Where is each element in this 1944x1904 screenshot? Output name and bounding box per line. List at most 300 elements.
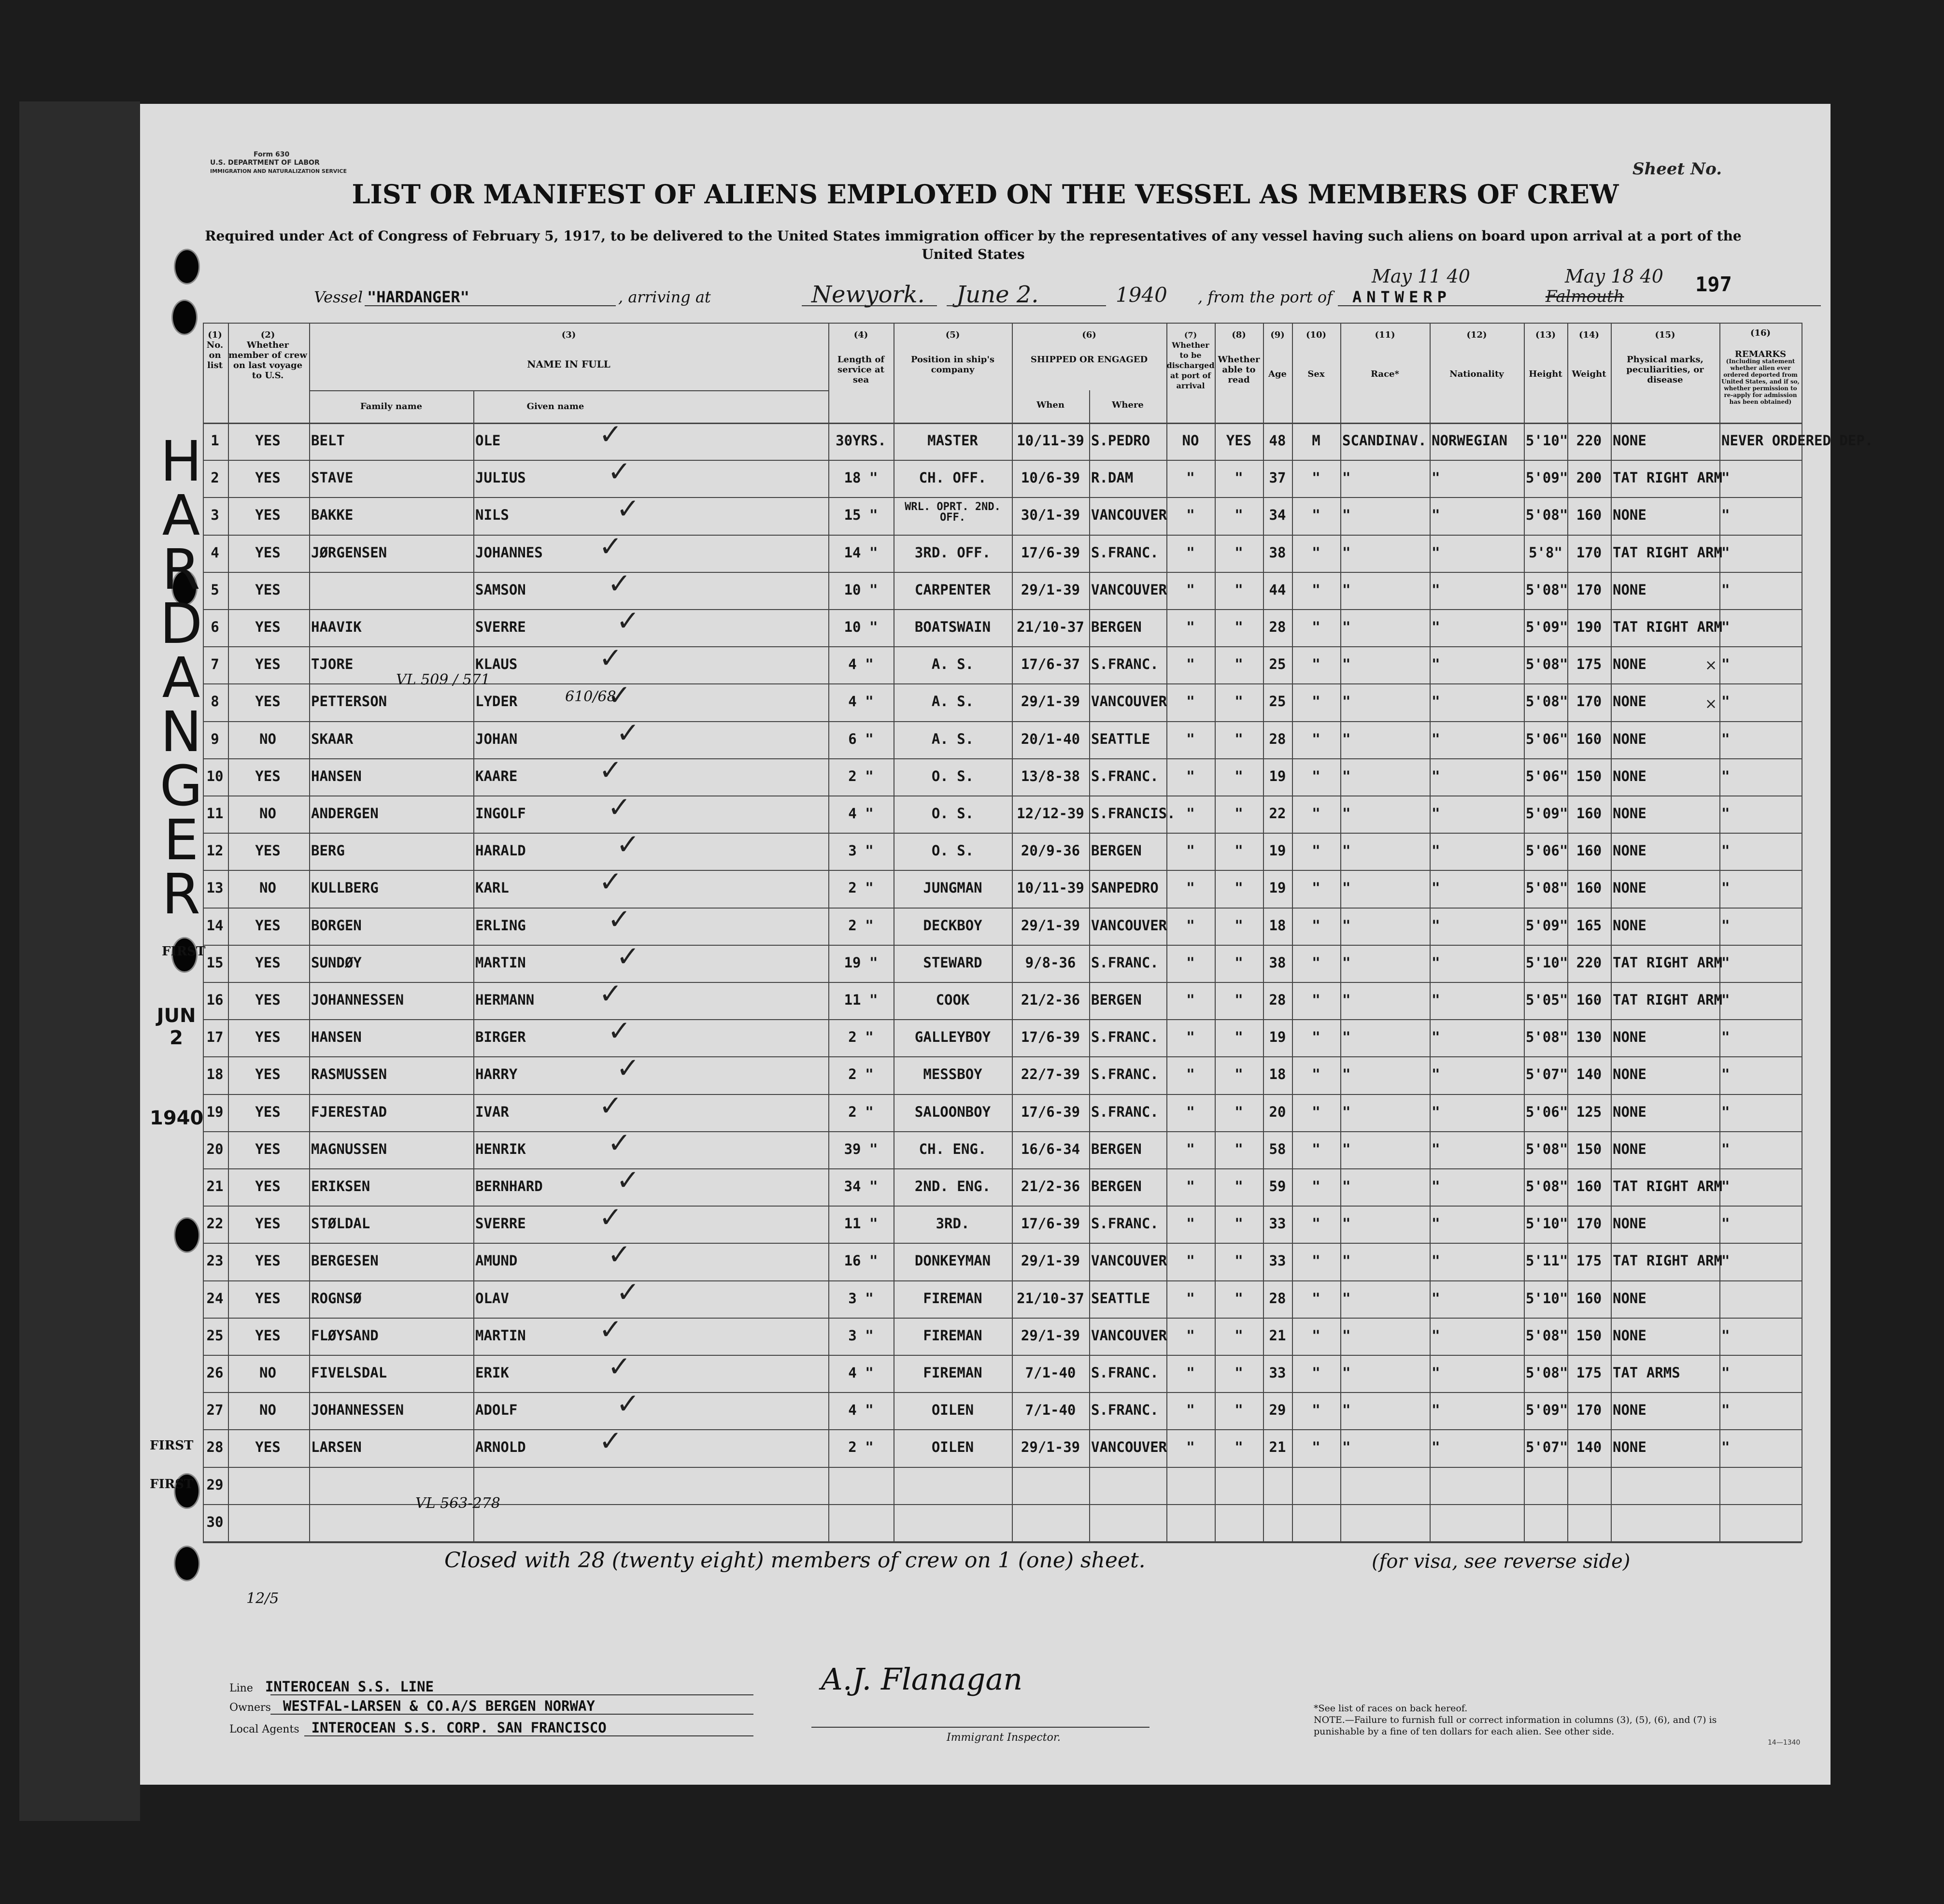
remarks-cell: " bbox=[1721, 507, 1730, 524]
grid-line bbox=[203, 982, 1802, 983]
weight-cell: 150 bbox=[1576, 767, 1602, 784]
weight-cell: 125 bbox=[1576, 1103, 1602, 1120]
race-footnote: *See list of races on back hereof. bbox=[1314, 1703, 1468, 1714]
race-cell: " bbox=[1342, 1140, 1351, 1157]
last-voyage-cell: NO bbox=[259, 880, 276, 896]
col-label: Race* bbox=[1371, 369, 1399, 379]
able-to-read-cell: " bbox=[1235, 581, 1243, 598]
last-voyage-cell: YES bbox=[255, 992, 281, 1008]
shipped-where-cell: VANCOUVER bbox=[1091, 1252, 1167, 1269]
col-race-header bbox=[1340, 330, 1430, 379]
grid-line bbox=[203, 758, 1802, 759]
col-height-header bbox=[1524, 330, 1567, 379]
remarks-cell: " bbox=[1721, 730, 1730, 747]
grid-line bbox=[309, 390, 828, 391]
grid-line bbox=[1263, 323, 1264, 1542]
checkmark-icon: ✓ bbox=[616, 939, 640, 973]
given-name-cell: HENRIK bbox=[475, 1140, 526, 1157]
physical-marks-cell: NONE bbox=[1613, 917, 1646, 934]
physical-marks-cell: NONE bbox=[1613, 1140, 1646, 1157]
grid-line bbox=[1012, 323, 1013, 1542]
position-cell: CARPENTER bbox=[914, 581, 991, 598]
shipped-when-cell: 17/6-37 bbox=[1021, 656, 1080, 673]
physical-marks-cell: NONE bbox=[1613, 432, 1646, 449]
given-name-cell: ADOLF bbox=[475, 1402, 518, 1419]
last-voyage-cell: YES bbox=[255, 1290, 281, 1307]
col-no-header bbox=[203, 330, 227, 370]
grid-line bbox=[203, 460, 1802, 461]
grid-line bbox=[1611, 323, 1612, 1542]
shipped-when-cell: 7/1-40 bbox=[1025, 1364, 1076, 1381]
able-to-read-cell: " bbox=[1235, 954, 1243, 971]
footnotes bbox=[1314, 1703, 1748, 1737]
weight-cell: 220 bbox=[1576, 432, 1602, 449]
race-cell: " bbox=[1342, 1364, 1351, 1381]
col-number: (6) bbox=[1082, 330, 1096, 340]
checkmark-icon: ✓ bbox=[608, 791, 631, 824]
nationality-cell: " bbox=[1432, 1439, 1440, 1456]
remarks-cell: " bbox=[1721, 917, 1730, 934]
able-to-read-cell: " bbox=[1235, 469, 1243, 486]
discharge-cell: " bbox=[1186, 1439, 1195, 1456]
remarks-cell: " bbox=[1721, 1140, 1730, 1157]
sex-cell: " bbox=[1312, 880, 1320, 896]
position-cell: FIREMAN bbox=[923, 1327, 982, 1344]
col-age-header bbox=[1263, 330, 1292, 379]
last-voyage-cell: YES bbox=[255, 767, 281, 784]
race-cell: " bbox=[1342, 1178, 1351, 1194]
footer-agents bbox=[229, 1719, 607, 1736]
weight-cell: 150 bbox=[1576, 1140, 1602, 1157]
arriving-underline bbox=[802, 305, 937, 306]
given-name-cell: LYDER bbox=[475, 693, 518, 710]
age-cell: 58 bbox=[1269, 1140, 1286, 1157]
grid-line bbox=[473, 390, 474, 1542]
col-sex-header bbox=[1292, 330, 1340, 379]
physical-marks-cell: NONE bbox=[1613, 693, 1646, 710]
nationality-cell: " bbox=[1432, 805, 1440, 822]
last-voyage-cell: YES bbox=[255, 693, 281, 710]
remarks-cell: " bbox=[1721, 1029, 1730, 1046]
shipped-where-cell: BERGEN bbox=[1091, 1178, 1142, 1194]
height-cell: 5'08" bbox=[1526, 880, 1568, 896]
given-name-cell: SVERRE bbox=[475, 1215, 526, 1232]
row-number: 28 bbox=[206, 1439, 224, 1456]
sex-cell: " bbox=[1312, 954, 1320, 971]
physical-marks-cell: NONE bbox=[1613, 1290, 1646, 1307]
agents-label: Local Agents bbox=[229, 1723, 299, 1735]
grid-line bbox=[1719, 323, 1720, 1542]
row6-reference-note: VL 509 / 571 bbox=[396, 671, 490, 688]
col-label: Nationality bbox=[1449, 369, 1504, 379]
stamp-letter: A bbox=[162, 483, 200, 548]
sex-cell: " bbox=[1312, 1066, 1320, 1083]
owners-label: Owners bbox=[229, 1702, 271, 1714]
row26-first-note: FIRST bbox=[150, 1438, 194, 1453]
service-length-cell: 2 " bbox=[848, 1066, 874, 1083]
service-length-cell: 3 " bbox=[848, 842, 874, 859]
last-voyage-cell: YES bbox=[255, 1252, 281, 1269]
family-name-cell: BELT bbox=[311, 432, 345, 449]
col-number: (5) bbox=[945, 330, 960, 340]
able-to-read-cell: " bbox=[1235, 1066, 1243, 1083]
last-voyage-cell: NO bbox=[259, 1364, 276, 1381]
shipped-when-cell: 10/6-39 bbox=[1021, 469, 1080, 486]
remarks-cell: " bbox=[1721, 805, 1730, 822]
col-number: (2) bbox=[260, 330, 275, 340]
row-number: 6 bbox=[211, 619, 219, 635]
inspector-mark: × bbox=[1705, 657, 1717, 674]
race-cell: " bbox=[1342, 1215, 1351, 1232]
remarks-cell: " bbox=[1721, 544, 1730, 561]
position-cell: CH. ENG. bbox=[919, 1140, 987, 1157]
age-cell: 19 bbox=[1269, 767, 1286, 784]
checkmark-icon: ✓ bbox=[608, 455, 631, 488]
position-cell: 3RD. OFF. bbox=[914, 544, 991, 561]
stamp-letter: E bbox=[163, 808, 199, 873]
row28-reference-note: VL 563-278 bbox=[415, 1495, 500, 1512]
sex-cell: " bbox=[1312, 507, 1320, 524]
remarks-cell: " bbox=[1721, 992, 1730, 1008]
checkmark-icon: ✓ bbox=[616, 1051, 640, 1085]
given-name-cell: HARALD bbox=[475, 842, 526, 859]
age-cell: 38 bbox=[1269, 544, 1286, 561]
last-voyage-cell: YES bbox=[255, 1029, 281, 1046]
date-stamp-2: May 18 40 bbox=[1565, 266, 1663, 287]
stamp-letter: A bbox=[162, 646, 200, 710]
col-when-header: When bbox=[1036, 400, 1064, 410]
service-length-cell: 4 " bbox=[848, 656, 874, 673]
physical-marks-cell: NONE bbox=[1613, 805, 1646, 822]
discharge-cell: " bbox=[1186, 656, 1195, 673]
col-label: Height bbox=[1529, 369, 1562, 379]
nationality-cell: " bbox=[1432, 992, 1440, 1008]
age-cell: 33 bbox=[1269, 1364, 1286, 1381]
row-number: 29 bbox=[206, 1476, 224, 1493]
family-name-cell: BERG bbox=[311, 842, 345, 859]
col-number: (14) bbox=[1578, 330, 1600, 340]
shipped-when-cell: 29/1-39 bbox=[1021, 581, 1080, 598]
service-length-cell: 19 " bbox=[844, 954, 878, 971]
remarks-cell: " bbox=[1721, 1252, 1730, 1269]
weight-cell: 220 bbox=[1576, 954, 1602, 971]
race-cell: " bbox=[1342, 1439, 1351, 1456]
arrival-date: June 2. bbox=[956, 281, 1039, 308]
able-to-read-cell: " bbox=[1235, 1252, 1243, 1269]
row-number: 14 bbox=[206, 917, 224, 934]
race-cell: " bbox=[1342, 805, 1351, 822]
form-header-meta bbox=[210, 151, 347, 175]
family-name-cell: PETTERSON bbox=[311, 693, 387, 710]
shipped-where-cell: S.FRANC. bbox=[1091, 1215, 1159, 1232]
form-number: Form 630 bbox=[254, 151, 290, 158]
race-cell: " bbox=[1342, 469, 1351, 486]
sex-cell: " bbox=[1312, 581, 1320, 598]
remarks-cell: " bbox=[1721, 469, 1730, 486]
discharge-cell: " bbox=[1186, 544, 1195, 561]
height-cell: 5'08" bbox=[1526, 1140, 1568, 1157]
position-cell: FIREMAN bbox=[923, 1364, 982, 1381]
row-number: 5 bbox=[211, 581, 219, 598]
height-cell: 5'09" bbox=[1526, 1402, 1568, 1419]
physical-marks-cell: NONE bbox=[1613, 1066, 1646, 1083]
shipped-when-cell: 7/1-40 bbox=[1025, 1402, 1076, 1419]
inspector-mark: × bbox=[1705, 696, 1717, 712]
able-to-read-cell: " bbox=[1235, 693, 1243, 710]
physical-marks-cell: TAT RIGHT ARM bbox=[1613, 954, 1722, 971]
last-voyage-cell: YES bbox=[255, 1178, 281, 1194]
able-to-read-cell: " bbox=[1235, 880, 1243, 896]
stamp-letter: R bbox=[162, 862, 200, 927]
height-cell: 5'09" bbox=[1526, 619, 1568, 635]
checkmark-icon: ✓ bbox=[616, 604, 640, 637]
weight-cell: 160 bbox=[1576, 842, 1602, 859]
race-cell: " bbox=[1342, 917, 1351, 934]
age-cell: 28 bbox=[1269, 730, 1286, 747]
sex-cell: M bbox=[1312, 432, 1320, 449]
height-cell: 5'08" bbox=[1526, 656, 1568, 673]
last-voyage-cell: YES bbox=[255, 917, 281, 934]
last-voyage-cell: YES bbox=[255, 1066, 281, 1083]
height-cell: 5'09" bbox=[1526, 469, 1568, 486]
arriving-label: , arriving at bbox=[618, 288, 711, 306]
shipped-when-cell: 29/1-39 bbox=[1021, 1252, 1080, 1269]
weight-cell: 160 bbox=[1576, 880, 1602, 896]
row-number: 23 bbox=[206, 1252, 224, 1269]
physical-marks-cell: NONE bbox=[1613, 730, 1646, 747]
checkmark-icon: ✓ bbox=[608, 1238, 631, 1271]
page-number: 197 bbox=[1695, 272, 1732, 296]
family-name-cell: BAKKE bbox=[311, 507, 354, 524]
service-length-cell: 10 " bbox=[844, 581, 878, 598]
age-cell: 59 bbox=[1269, 1178, 1286, 1194]
discharge-cell: " bbox=[1186, 917, 1195, 934]
remarks-cell: " bbox=[1721, 656, 1730, 673]
remarks-cell: " bbox=[1721, 842, 1730, 859]
shipped-where-cell: VANCOUVER bbox=[1091, 917, 1167, 934]
family-name-cell: ERIKSEN bbox=[311, 1178, 370, 1194]
height-cell: 5'10" bbox=[1526, 1215, 1568, 1232]
nationality-cell: " bbox=[1432, 1066, 1440, 1083]
given-name-cell: IVAR bbox=[475, 1103, 509, 1120]
race-cell: " bbox=[1342, 544, 1351, 561]
row-number: 12 bbox=[206, 842, 224, 859]
signature-line bbox=[811, 1727, 1149, 1728]
position-cell: JUNGMAN bbox=[923, 880, 982, 896]
vessel-underline bbox=[365, 305, 616, 306]
age-cell: 19 bbox=[1269, 842, 1286, 859]
physical-marks-cell: NONE bbox=[1613, 1029, 1646, 1046]
family-name-cell: JOHANNESSEN bbox=[311, 992, 404, 1008]
height-cell: 5'06" bbox=[1526, 730, 1568, 747]
grid-line bbox=[203, 1355, 1802, 1356]
given-name-cell: KAARE bbox=[475, 767, 518, 784]
shipped-where-cell: SANPEDRO bbox=[1091, 880, 1159, 896]
physical-marks-cell: TAT ARMS bbox=[1613, 1364, 1680, 1381]
position-cell: SALOONBOY bbox=[914, 1103, 991, 1120]
race-cell: " bbox=[1342, 581, 1351, 598]
weight-cell: 170 bbox=[1576, 581, 1602, 598]
shipped-when-cell: 21/10-37 bbox=[1017, 619, 1084, 635]
penalty-note: NOTE.—Failure to furnish full or correct information in columns (3), (5), (6), and (7) is punishable by a fine of ten dollars for each alien. See other side. bbox=[1314, 1715, 1717, 1737]
row-number: 19 bbox=[206, 1103, 224, 1120]
discharge-cell: " bbox=[1186, 1290, 1195, 1307]
service-length-cell: 15 " bbox=[844, 507, 878, 524]
race-cell: " bbox=[1342, 693, 1351, 710]
given-name-cell: KLAUS bbox=[475, 656, 518, 673]
family-name-cell: MAGNUSSEN bbox=[311, 1140, 387, 1157]
row13-first-note: FIRST bbox=[162, 944, 206, 959]
age-cell: 33 bbox=[1269, 1252, 1286, 1269]
checkmark-icon: ✓ bbox=[608, 1126, 631, 1159]
position-cell: O. S. bbox=[931, 767, 974, 784]
family-name-cell: SKAAR bbox=[311, 730, 354, 747]
given-name-cell: MARTIN bbox=[475, 954, 526, 971]
weight-cell: 170 bbox=[1576, 1402, 1602, 1419]
age-cell: 20 bbox=[1269, 1103, 1286, 1120]
age-cell: 21 bbox=[1269, 1439, 1286, 1456]
family-name-cell: STØLDAL bbox=[311, 1215, 370, 1232]
grid-line bbox=[203, 1542, 1802, 1543]
physical-marks-cell: NONE bbox=[1613, 1327, 1646, 1344]
last-voyage-cell: YES bbox=[255, 1327, 281, 1344]
row-number: 4 bbox=[211, 544, 219, 561]
family-name-cell: RASMUSSEN bbox=[311, 1066, 387, 1083]
binder-hole bbox=[171, 299, 198, 335]
sex-cell: " bbox=[1312, 1252, 1320, 1269]
col-number: (8) bbox=[1232, 330, 1246, 340]
row-number: 25 bbox=[206, 1327, 224, 1344]
age-cell: 44 bbox=[1269, 581, 1286, 598]
shipped-where-cell: S.FRANC. bbox=[1091, 1402, 1159, 1419]
checkmark-icon: ✓ bbox=[608, 902, 631, 936]
age-cell: 48 bbox=[1269, 432, 1286, 449]
given-name-cell: ERLING bbox=[475, 917, 526, 934]
able-to-read-cell: " bbox=[1235, 1178, 1243, 1194]
service-length-cell: 18 " bbox=[844, 469, 878, 486]
nationality-cell: " bbox=[1432, 842, 1440, 859]
row-number: 13 bbox=[206, 880, 224, 896]
col-label: Weight bbox=[1572, 369, 1606, 379]
sex-cell: " bbox=[1312, 1364, 1320, 1381]
sex-cell: " bbox=[1312, 842, 1320, 859]
family-name-cell: FJERESTAD bbox=[311, 1103, 387, 1120]
col-number: (10) bbox=[1305, 330, 1327, 340]
physical-marks-cell: NONE bbox=[1613, 1439, 1646, 1456]
footer-underline bbox=[270, 1694, 753, 1695]
arrival-year: 1940 bbox=[1116, 283, 1167, 307]
given-name-cell: BIRGER bbox=[475, 1029, 526, 1046]
height-cell: 5'8" bbox=[1529, 544, 1562, 561]
nationality-cell: " bbox=[1432, 1178, 1440, 1194]
weight-cell: 160 bbox=[1576, 507, 1602, 524]
col-label: REMARKS bbox=[1734, 349, 1787, 359]
last-voyage-cell: YES bbox=[255, 1140, 281, 1157]
height-cell: 5'08" bbox=[1526, 1178, 1568, 1194]
weight-cell: 160 bbox=[1576, 992, 1602, 1008]
discharge-cell: " bbox=[1186, 469, 1195, 486]
able-to-read-cell: " bbox=[1235, 1103, 1243, 1120]
shipped-where-cell: S.FRANC. bbox=[1091, 1029, 1159, 1046]
col-label: Age bbox=[1268, 369, 1287, 379]
physical-marks-cell: NONE bbox=[1613, 1215, 1646, 1232]
able-to-read-cell: " bbox=[1235, 1029, 1243, 1046]
remarks-cell: " bbox=[1721, 1402, 1730, 1419]
grid-line bbox=[828, 323, 829, 1542]
age-cell: 28 bbox=[1269, 619, 1286, 635]
shipped-when-cell: 12/12-39 bbox=[1017, 805, 1084, 822]
grid-line bbox=[203, 721, 1802, 722]
sex-cell: " bbox=[1312, 1290, 1320, 1307]
grid-line bbox=[203, 1243, 1802, 1244]
height-cell: 5'09" bbox=[1526, 805, 1568, 822]
given-name-cell: OLAV bbox=[475, 1290, 509, 1307]
position-cell: 3RD. bbox=[936, 1215, 970, 1232]
family-name-cell: JOHANNESSEN bbox=[311, 1402, 404, 1419]
physical-marks-cell: NONE bbox=[1613, 842, 1646, 859]
shipped-when-cell: 20/9-36 bbox=[1021, 842, 1080, 859]
height-cell: 5'10" bbox=[1526, 1290, 1568, 1307]
col-weight-header bbox=[1567, 330, 1611, 379]
grid-line bbox=[1292, 323, 1293, 1542]
col-number: (9) bbox=[1270, 330, 1285, 340]
shipped-where-cell: BERGEN bbox=[1091, 992, 1142, 1008]
height-cell: 5'10" bbox=[1526, 432, 1568, 449]
race-cell: SCANDINAV. bbox=[1342, 432, 1427, 449]
remarks-cell: " bbox=[1721, 581, 1730, 598]
given-name-cell: JULIUS bbox=[475, 469, 526, 486]
checkmark-icon: ✓ bbox=[608, 1350, 631, 1383]
shipped-when-cell: 17/6-39 bbox=[1021, 1215, 1080, 1232]
nationality-cell: " bbox=[1432, 880, 1440, 896]
shipped-where-cell: S.FRANC. bbox=[1091, 1066, 1159, 1083]
discharge-cell: " bbox=[1186, 842, 1195, 859]
age-cell: 18 bbox=[1269, 917, 1286, 934]
age-cell: 38 bbox=[1269, 954, 1286, 971]
race-cell: " bbox=[1342, 730, 1351, 747]
shipped-when-cell: 10/11-39 bbox=[1017, 432, 1084, 449]
checkmark-icon: ✓ bbox=[616, 1164, 640, 1196]
race-cell: " bbox=[1342, 880, 1351, 896]
remarks-cell: " bbox=[1721, 1103, 1730, 1120]
position-cell: FIREMAN bbox=[923, 1290, 982, 1307]
col-label: NAME IN FULL bbox=[527, 358, 610, 370]
sheet-number-label: Sheet No. bbox=[1632, 159, 1722, 179]
row-number: 26 bbox=[206, 1364, 224, 1381]
nationality-cell: " bbox=[1432, 730, 1440, 747]
physical-marks-cell: NONE bbox=[1613, 1103, 1646, 1120]
remarks-cell: " bbox=[1721, 1439, 1730, 1456]
row-number: 22 bbox=[206, 1215, 224, 1232]
row-number: 16 bbox=[206, 992, 224, 1008]
footer-underline bbox=[270, 1714, 753, 1715]
position-cell: A. S. bbox=[931, 730, 974, 747]
grid-line bbox=[203, 870, 1802, 871]
service-length-cell: 6 " bbox=[848, 730, 874, 747]
age-cell: 37 bbox=[1269, 469, 1286, 486]
last-voyage-cell: NO bbox=[259, 1402, 276, 1419]
grid-line bbox=[203, 945, 1802, 946]
able-to-read-cell: " bbox=[1235, 1290, 1243, 1307]
grid-line bbox=[203, 1429, 1802, 1430]
via-port: Falmouth bbox=[1546, 287, 1624, 306]
footer-owners bbox=[229, 1698, 595, 1714]
nationality-cell: " bbox=[1432, 1140, 1440, 1157]
height-cell: 5'08" bbox=[1526, 1029, 1568, 1046]
row-number: 3 bbox=[211, 507, 219, 524]
remarks-cell: " bbox=[1721, 1327, 1730, 1344]
remarks-cell: NEVER ORDERED DEP. bbox=[1721, 432, 1873, 449]
